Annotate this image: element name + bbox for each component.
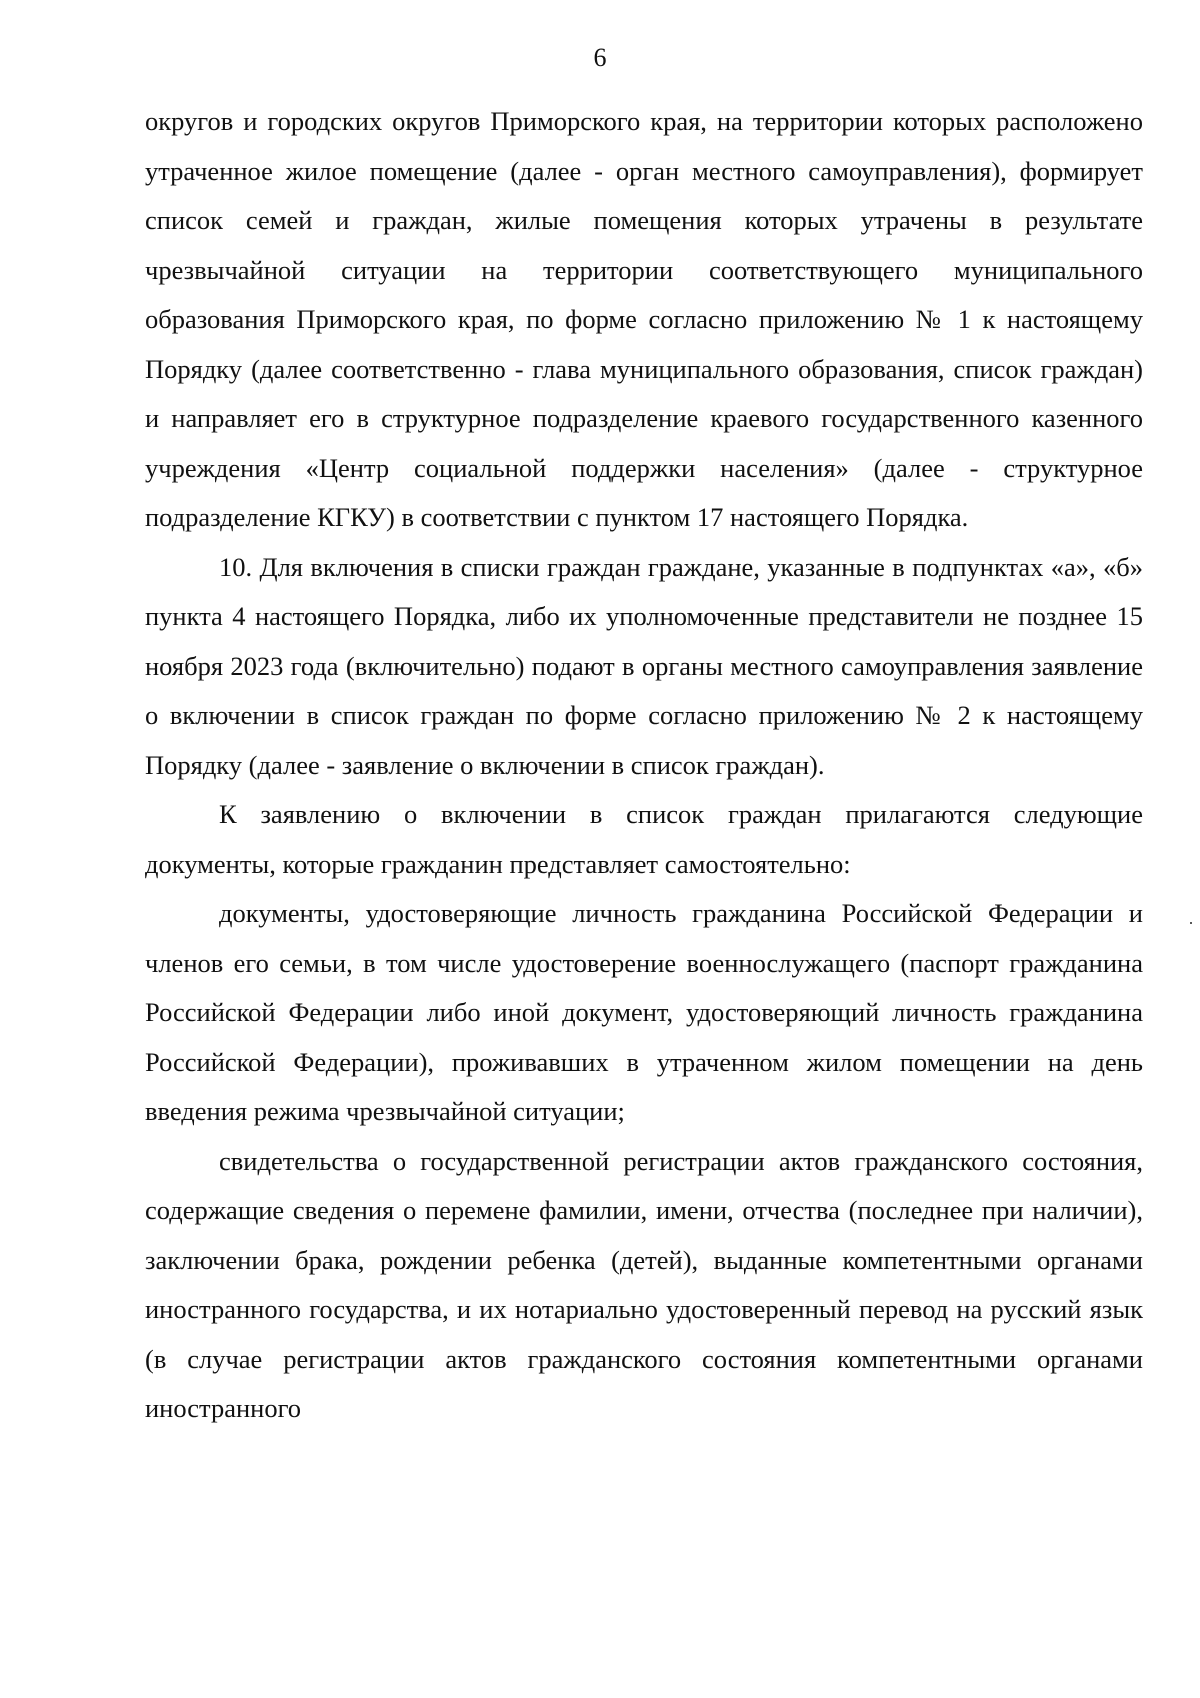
document-body	[145, 97, 1143, 1434]
scan-speck	[1190, 922, 1192, 924]
paragraph-5: свидетельства о государственной регистрации актов гражданского состояния, содержащие сведения о перемене фамилии, имени, отчества (последнее при наличии), заключении брака, рождении ребенка (детей), выданные компетентными органами иностранного государства, и их нотариально удостоверенный перевод на русский язык (в случае регистрации актов гражданского состояния компетентными органами иностранного	[145, 1145, 1143, 1423]
paragraph-4: документы, удостоверяющие личность гражданина Российской Федерации и членов его семьи, в том числе удостоверение военнослужащего (паспорт гражданина Российской Федерации либо иной документ, удостоверяющий личность гражданина Российской Федерации), проживавших в утраченном жилом помещении на день введения режима чрезвычайной ситуации;	[145, 898, 1143, 1126]
paragraph-2: 10. Для включения в списки граждан граждане, указанные в подпунктах «а», «б» пункта 4 настоящего Порядка, либо их уполномоченные представители не позднее 15 ноября 2023 года (включительно) подают в органы местного самоуправления заявление о включении в список граждан по форме согласно приложению № 2 к настоящему Порядку (далее - заявление о включении в список граждан).	[145, 551, 1143, 780]
paragraph-3: К заявлению о включении в список граждан прилагаются следующие документы, которые гражданин представляет самостоятельно:	[145, 799, 1143, 879]
page-number: 6	[593, 43, 607, 72]
paragraph-1: округов и городских округов Приморского края, на территории которых расположено утраченное жилое помещение (далее - орган местного самоуправления), формирует список семей и граждан, жилые помещения которых утрачены в результате чрезвычайной ситуации на территории соответствующего муниципального образования Приморского края, по форме согласно приложению № 1 к настоящему Порядку (далее соответственно - глава муниципального образования, список граждан) и направляет его в структурное подразделение краевого государственного казенного учреждения «Центр социальной поддержки населения» (далее - структурное подразделение КГКУ) в соответствии с пунктом 17 настоящего Порядка.	[145, 106, 1143, 532]
